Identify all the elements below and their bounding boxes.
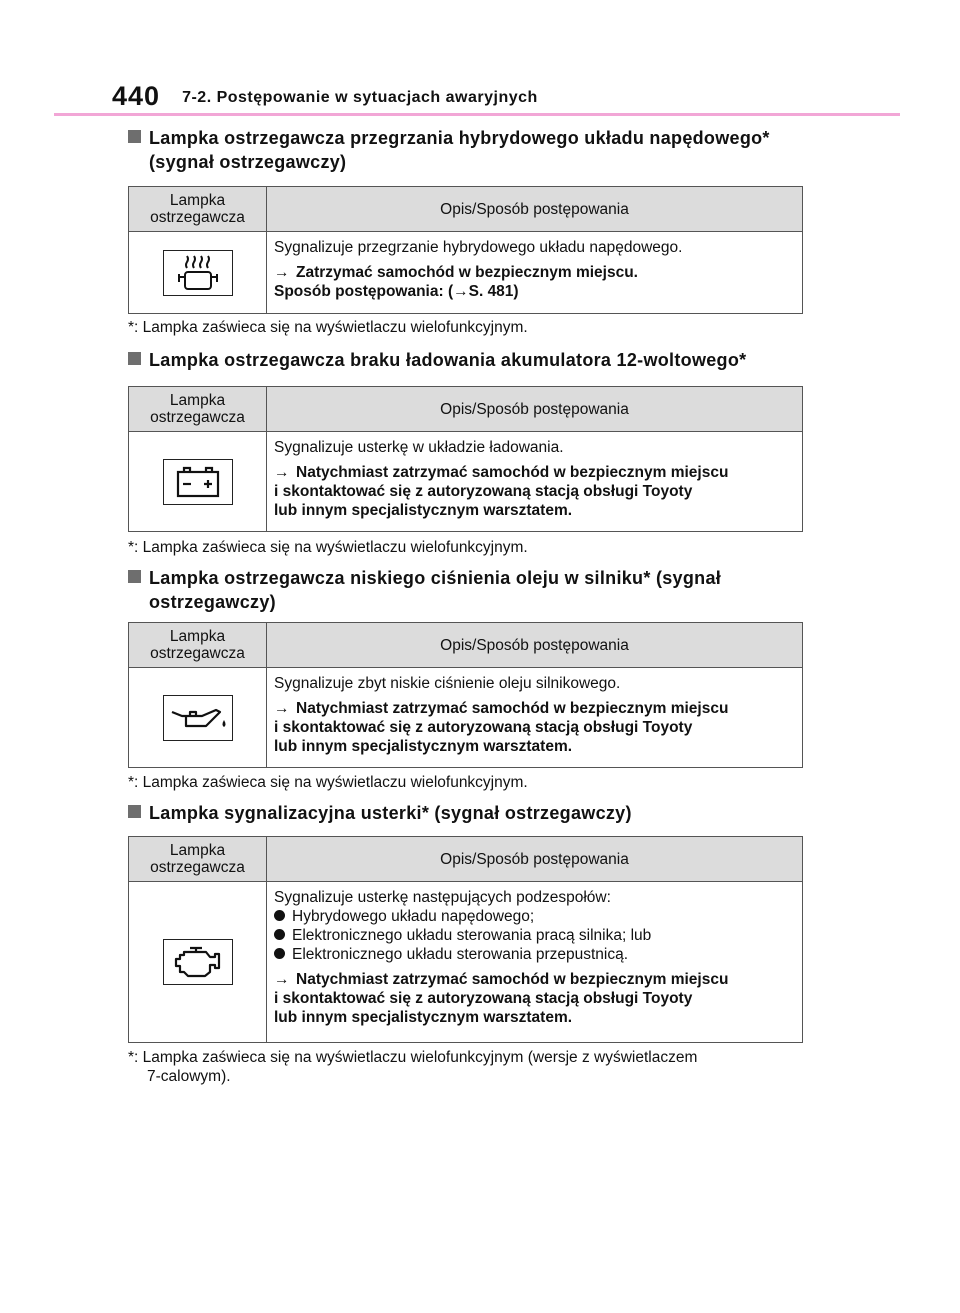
section-title-overheat: Lampka ostrzegawcza przegrzania hybrydowego układu napędowego* (sygnał ostrzegawczy) (128, 126, 770, 174)
footnote: *: Lampka zaświeca się na wyświetlaczu wielofunkcyjnym. (128, 774, 528, 791)
action-text: → Natychmiast zatrzymać samochód w bezpiecznym miejscu i skontaktować się z autoryzowaną stacją obsługi Toyoty lub innym specjalistycznym warsztatem. (274, 464, 729, 519)
battery-charge-icon (163, 459, 233, 505)
list-item: Elektronicznego układu sterowania pracą silnika; lub (274, 926, 794, 945)
section-marker (128, 130, 141, 143)
table-header-row (129, 187, 803, 232)
warning-table-charge (128, 386, 803, 532)
hybrid-overheat-icon (163, 250, 233, 296)
section-marker (128, 570, 141, 583)
header-lamp: Lampka ostrzegawcza (129, 623, 267, 668)
list-item: Hybrydowego układu napędowego; (274, 907, 794, 926)
header-description: Opis/Sposób postępowania (267, 387, 803, 432)
table-header-row (129, 837, 803, 882)
section-title-oil: Lampka ostrzegawcza niskiego ciśnienia oleju w silniku* (sygnał ostrzegawczy) (128, 566, 721, 614)
table-row (129, 232, 803, 314)
footnote: *: Lampka zaświeca się na wyświetlaczu wielofunkcyjnym. (128, 539, 528, 556)
chapter-title: 7-2. Postępowanie w sytuacjach awaryjnych (182, 89, 538, 106)
header-lamp: Lampka ostrzegawcza (129, 387, 267, 432)
header-lamp: Lampka ostrzegawcza (129, 187, 267, 232)
action-text: → Zatrzymać samochód w bezpiecznym miejscu. Sposób postępowania: (→S. 481) (274, 263, 794, 301)
table-row (129, 882, 803, 1043)
header-description: Opis/Sposób postępowania (267, 187, 803, 232)
table-row (129, 668, 803, 768)
header-rule (54, 113, 900, 116)
header-lamp: Lampka ostrzegawcza (129, 837, 267, 882)
description-text: Sygnalizuje usterkę w układzie ładowania. (274, 439, 564, 456)
table-header-row (129, 387, 803, 432)
description-text: Sygnalizuje przegrzanie hybrydowego układu napędowego. (274, 239, 683, 256)
check-engine-icon (163, 939, 233, 985)
warning-table-malfunction (128, 836, 803, 1043)
warning-table-oil (128, 622, 803, 768)
warning-table-overheat (128, 186, 803, 314)
footnote: *: Lampka zaświeca się na wyświetlaczu wielofunkcyjnym. (128, 319, 528, 336)
section-title-malfunction: Lampka sygnalizacyjna usterki* (sygnał ostrzegawczy) (128, 801, 632, 825)
header-description: Opis/Sposób postępowania (267, 837, 803, 882)
header-description: Opis/Sposób postępowania (267, 623, 803, 668)
action-text: → Natychmiast zatrzymać samochód w bezpiecznym miejscu i skontaktować się z autoryzowaną stacją obsługi Toyoty lub innym specjalistycznym warsztatem. (274, 971, 729, 1026)
oil-pressure-icon (163, 695, 233, 741)
page-header (112, 78, 538, 112)
table-row (129, 432, 803, 532)
section-title-charge: Lampka ostrzegawcza braku ładowania akumulatora 12-woltowego* (128, 348, 746, 372)
description-text: Sygnalizuje usterkę następujących podzespołów: (274, 889, 611, 906)
action-text: → Natychmiast zatrzymać samochód w bezpiecznym miejscu i skontaktować się z autoryzowaną stacją obsługi Toyoty lub innym specjalistycznym warsztatem. (274, 700, 729, 755)
footnote: *: Lampka zaświeca się na wyświetlaczu wielofunkcyjnym (wersje z wyświetlaczem 7-calowym). (128, 1049, 698, 1085)
section-marker (128, 352, 141, 365)
list-item: Elektronicznego układu sterowania przepustnicą. (274, 945, 794, 964)
page-number: 440 (112, 81, 161, 111)
reference-link[interactable]: Sposób postępowania: (→S. 481) (274, 283, 519, 300)
section-marker (128, 805, 141, 818)
description-text: Sygnalizuje zbyt niskie ciśnienie oleju silnikowego. (274, 675, 621, 692)
table-header-row (129, 623, 803, 668)
